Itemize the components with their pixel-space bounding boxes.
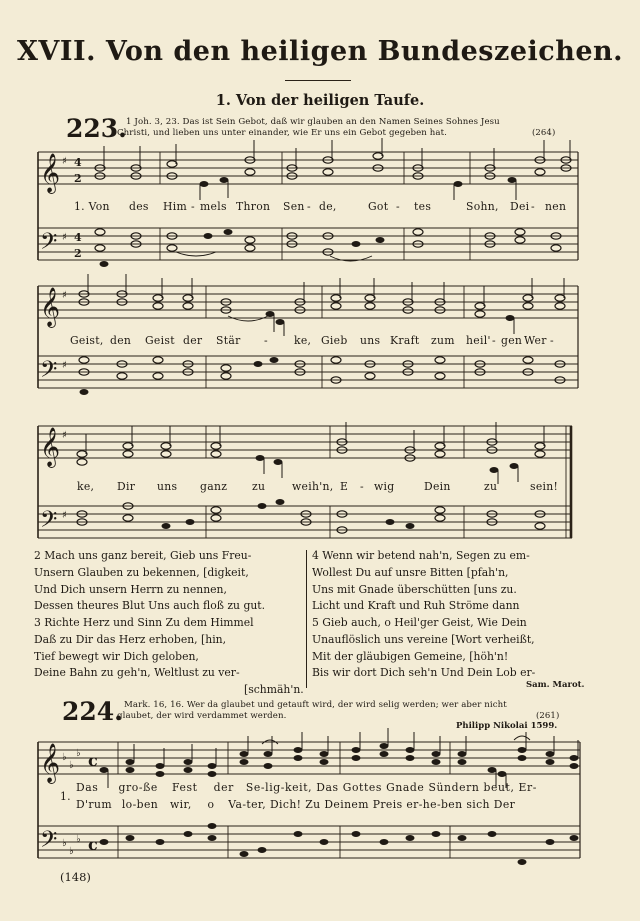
verse-5-line-4: Bis wir dort Dich seh'n Und Dein Lob er-: [312, 666, 536, 680]
verse-3-line-3: Tief bewegt wir Dich geloben,: [34, 649, 199, 663]
svg-text:♯: ♯: [62, 510, 67, 521]
hymn-224-l2-w19: sich: [466, 798, 490, 811]
hymn-224-l2-w10: Dich!: [269, 798, 302, 811]
hymn-223-lyric-s3-10: Dein: [424, 480, 451, 493]
hymn-223-lyric-s2-14: gen: [501, 334, 523, 347]
svg-text:4: 4: [74, 156, 82, 169]
svg-text:♯: ♯: [62, 360, 67, 371]
hymn-224-l2-w16: he: [422, 798, 437, 811]
svg-text:♯: ♯: [62, 290, 67, 301]
hymn-224-l1-w8: -: [260, 781, 266, 794]
hymn-223-lyric-s2-3: Geist: [145, 334, 175, 347]
hymn-223-lyric-s3-7: E: [340, 480, 349, 493]
hymn-224-l2-w5: wir,: [169, 798, 192, 811]
hymn-223-lyric-s1-2: des: [129, 200, 149, 213]
hymn-223-subtitle: 1. Von der heiligen Taufe.: [215, 92, 425, 109]
svg-text:𝄢: 𝄢: [40, 827, 58, 858]
svg-text:♭: ♭: [76, 748, 81, 759]
verse-5-line-2: Unauflöslich uns vereine [Wort verheißt,: [312, 632, 535, 646]
hymn-224-l1-w13: Gottes: [342, 781, 383, 794]
hymn-223-lyric-s3-1: ke,: [77, 480, 95, 493]
hymn-224-l1-w6: der: [213, 781, 234, 794]
svg-text:♭: ♭: [76, 834, 81, 845]
svg-text:♭: ♭: [69, 846, 74, 857]
hymn-223-lyric-s1-12: tes: [414, 200, 432, 213]
hymn-224-l1-w5: Fest: [171, 781, 198, 794]
hymn-223-lyric-s2-5: Stär: [216, 334, 241, 347]
verse-5: [312, 615, 535, 682]
hymn-224-tune-number: (261): [536, 711, 560, 721]
title-rule: [285, 80, 351, 81]
hymn-224-l1-w11: keit,: [285, 781, 313, 794]
hymn-224-l2-w14: er: [406, 798, 419, 811]
hymn-224-l2-w3: -: [132, 798, 137, 811]
verse-3-line-4: Deine Bahn zu geh'n, Weltlust zu ver-: [34, 666, 240, 680]
hymn-223-reference-line-1: 1 Joh. 3, 23. Das ist Sein Gebot, daß wir glauben an den Namen Seines Sohnes Jesu: [126, 117, 500, 127]
svg-text:𝄞: 𝄞: [40, 743, 61, 783]
svg-text:𝄞: 𝄞: [40, 427, 61, 467]
hymn-224-l2-w17: -: [436, 798, 441, 811]
hymn-223-lyric-s2-4: der: [183, 334, 203, 347]
hymn-223-lyric-s1-8: -: [307, 200, 311, 213]
hymn-223-number: 223.: [66, 114, 127, 143]
svg-text:𝄢: 𝄢: [40, 229, 58, 260]
section-title: XVII. Von den heiligen Bundeszeichen.: [16, 36, 624, 67]
svg-text:♭: ♭: [62, 752, 67, 763]
hymn-224-l1-w1: Das: [76, 781, 99, 794]
hymn-224-l1-w16: beut,: [483, 781, 515, 794]
hymn-224-l2-w2: lo: [121, 798, 133, 811]
hymn-223-lyric-s1-10: Got: [368, 200, 389, 213]
hymn-224-l1-w15: Sündern: [428, 781, 480, 794]
hymn-224-l1-w12: Das: [316, 781, 339, 794]
hymn-224-l1-w4: ße: [143, 781, 158, 794]
hymn-224-reference-line-1: Mark. 16, 16. Wer da glaubet und getauft wird, der wird selig werden; wer aber nicht: [124, 700, 507, 710]
hymn-223-lyric-s3-3: uns: [157, 480, 178, 493]
hymn-223-lyric-s1-16: nen: [545, 200, 567, 213]
hymn-224-verse-marker: 1.: [60, 790, 71, 803]
verse-4-line-4: Licht und Kraft und Ruh Ströme dann: [312, 599, 520, 613]
svg-text:𝄞: 𝄞: [40, 287, 61, 327]
verse-4: [312, 548, 530, 615]
hymn-223-lyric-s3-2: Dir: [117, 480, 136, 493]
verse-3-line-1: 3 Richte Herz und Sinn Zu dem Himmel: [34, 616, 254, 629]
hymn-224-l1-w17: Er: [518, 781, 533, 794]
verse-4-line-1: 4 Wenn wir betend nah'n, Segen zu em-: [312, 549, 530, 562]
hymn-223-reference-line-2: Christi, und lieben uns unter einander, wie Er uns ein Gebot gegeben hat.: [117, 128, 448, 138]
hymn-223-lyric-s2-15: Wer: [524, 334, 547, 347]
hymn-224-l1-w2: gro: [118, 781, 139, 794]
hymn-224-l1-w18: -: [532, 781, 538, 794]
svg-text:c: c: [88, 751, 98, 770]
hymn-223-lyric-s3-9: wig: [374, 480, 395, 493]
hymn-223-lyric-s2-11: zum: [431, 334, 455, 347]
hymn-223-lyric-s3-12: sein!: [530, 480, 559, 493]
verse-3: [34, 615, 304, 699]
hymn-223-attribution: Sam. Marot.: [526, 680, 585, 690]
hymn-224-l2-w6: o: [207, 798, 215, 811]
hymn-223-lyric-s2-9: uns: [360, 334, 381, 347]
hymn-224-l2-w4: ben: [136, 798, 159, 811]
hymn-223-lyric-s1-7: Sen: [283, 200, 305, 213]
hymn-224-number: 224.: [62, 697, 123, 726]
hymn-223-lyric-s1-15: -: [531, 200, 535, 213]
hymn-224-l1-w14: Gnade: [386, 781, 425, 794]
verse-2: [34, 548, 265, 615]
hymn-223-lyric-s1-6: Thron: [236, 200, 271, 213]
hymn-223-lyric-s2-16: -: [550, 334, 554, 347]
hymn-223-lyric-s2-12: heil': [466, 334, 491, 347]
verse-column-divider: [306, 550, 307, 688]
hymn-224-l1-w7: Se: [245, 781, 261, 794]
svg-text:♭: ♭: [69, 760, 74, 771]
svg-text:𝄢: 𝄢: [40, 357, 58, 388]
hymn-224-l2-w20: Der: [493, 798, 516, 811]
svg-text:2: 2: [74, 247, 82, 260]
hymn-223-lyric-s1-5: mels: [200, 200, 227, 213]
hymn-223-lyric-s2-2: den: [110, 334, 132, 347]
hymn-223-lyric-s3-4: ganz: [200, 480, 228, 493]
hymn-224-l1-w10: -: [280, 781, 286, 794]
hymn-223-lyric-s3-5: zu: [252, 480, 266, 493]
hymn-224-lyrics-line-2: [76, 798, 515, 811]
hymn-224-l2-w18: ben: [441, 798, 463, 811]
page-number: (148): [60, 870, 91, 884]
hymn-223-lyric-s1-1: 1. Von: [74, 200, 110, 213]
hymn-223-system-3-notation: [0, 414, 640, 544]
svg-text:𝄞: 𝄞: [40, 153, 61, 193]
verse-2-line-1: 2 Mach uns ganz bereit, Gieb uns Freu-: [34, 549, 252, 562]
hymn-223-lyric-s1-14: Dei: [510, 200, 530, 213]
hymn-224-lyrics-line-1: [76, 781, 537, 794]
hymn-223-lyric-s2-6: -: [264, 334, 268, 347]
verse-3-line-5: [schmäh'n.: [244, 683, 304, 697]
verse-5-line-1: 5 Gieb auch, o Heil'ger Geist, Wie Dein: [312, 616, 527, 629]
hymn-223-lyric-s1-3: Him: [163, 200, 188, 213]
hymn-223-lyric-s1-9: de,: [319, 200, 337, 213]
hymn-223-lyric-s2-8: Gieb: [321, 334, 348, 347]
hymn-224-l2-w1: D'rum: [76, 798, 112, 811]
hymn-224-l2-w8: -: [242, 798, 247, 811]
svg-text:♯: ♯: [62, 232, 67, 243]
svg-text:𝄢: 𝄢: [40, 507, 58, 538]
hymn-224-l2-w13: Preis: [372, 798, 403, 811]
hymn-224-l2-w7: Va: [228, 798, 243, 811]
hymn-223-lyric-s1-13: Sohn,: [466, 200, 499, 213]
hymn-224-l2-w11: Zu: [305, 798, 321, 811]
svg-text:♯: ♯: [62, 156, 67, 167]
hymn-223-lyric-s1-4: -: [191, 200, 195, 213]
hymn-224-reference-line-2: glaubet, der wird verdammet werden.: [117, 711, 287, 721]
verse-2-line-2: Unsern Glauben zu bekennen, [digkeit,: [34, 565, 249, 579]
verse-4-line-3: Uns mit Gnade überschütten [uns zu.: [312, 582, 517, 596]
verse-2-line-3: Und Dich unsern Herrn zu nennen,: [34, 582, 227, 596]
hymn-223-lyric-s2-13: -: [492, 334, 496, 347]
verse-3-line-2: Daß zu Dir das Herz erhoben, [hin,: [34, 632, 227, 646]
hymn-224-l2-w15: -: [418, 798, 423, 811]
verse-4-line-2: Wollest Du auf unsre Bitten [pfah'n,: [312, 565, 509, 579]
hymn-224-l1-w3: -: [138, 781, 144, 794]
svg-text:2: 2: [74, 172, 82, 185]
hymn-223-lyric-s1-11: -: [396, 200, 400, 213]
svg-text:♭: ♭: [62, 838, 67, 849]
hymn-224-l2-w9: ter,: [246, 798, 267, 811]
hymn-224-l2-w12: Deinem: [324, 798, 369, 811]
hymn-223-lyric-s2-1: Geist,: [70, 334, 104, 347]
hymn-223-tune-number: (264): [532, 128, 556, 138]
svg-text:4: 4: [74, 231, 82, 244]
svg-text:c: c: [88, 835, 98, 854]
verse-2-line-4: Dessen theures Blut Uns auch floß zu gut.: [34, 599, 266, 613]
hymn-223-lyric-s3-6: weih'n,: [292, 480, 334, 493]
hymn-223-lyric-s2-10: Kraft: [390, 334, 420, 347]
hymn-224-composer: Philipp Nikolai 1599.: [456, 721, 558, 731]
hymn-223-lyric-s3-8: -: [360, 480, 364, 493]
hymn-224-l1-w9: lig: [265, 781, 281, 794]
hymn-223-lyric-s2-7: ke,: [294, 334, 312, 347]
hymn-223-lyric-s3-11: zu: [484, 480, 498, 493]
verse-5-line-3: Mit der gläubigen Gemeine, [höh'n!: [312, 649, 509, 663]
svg-text:♯: ♯: [62, 430, 67, 441]
